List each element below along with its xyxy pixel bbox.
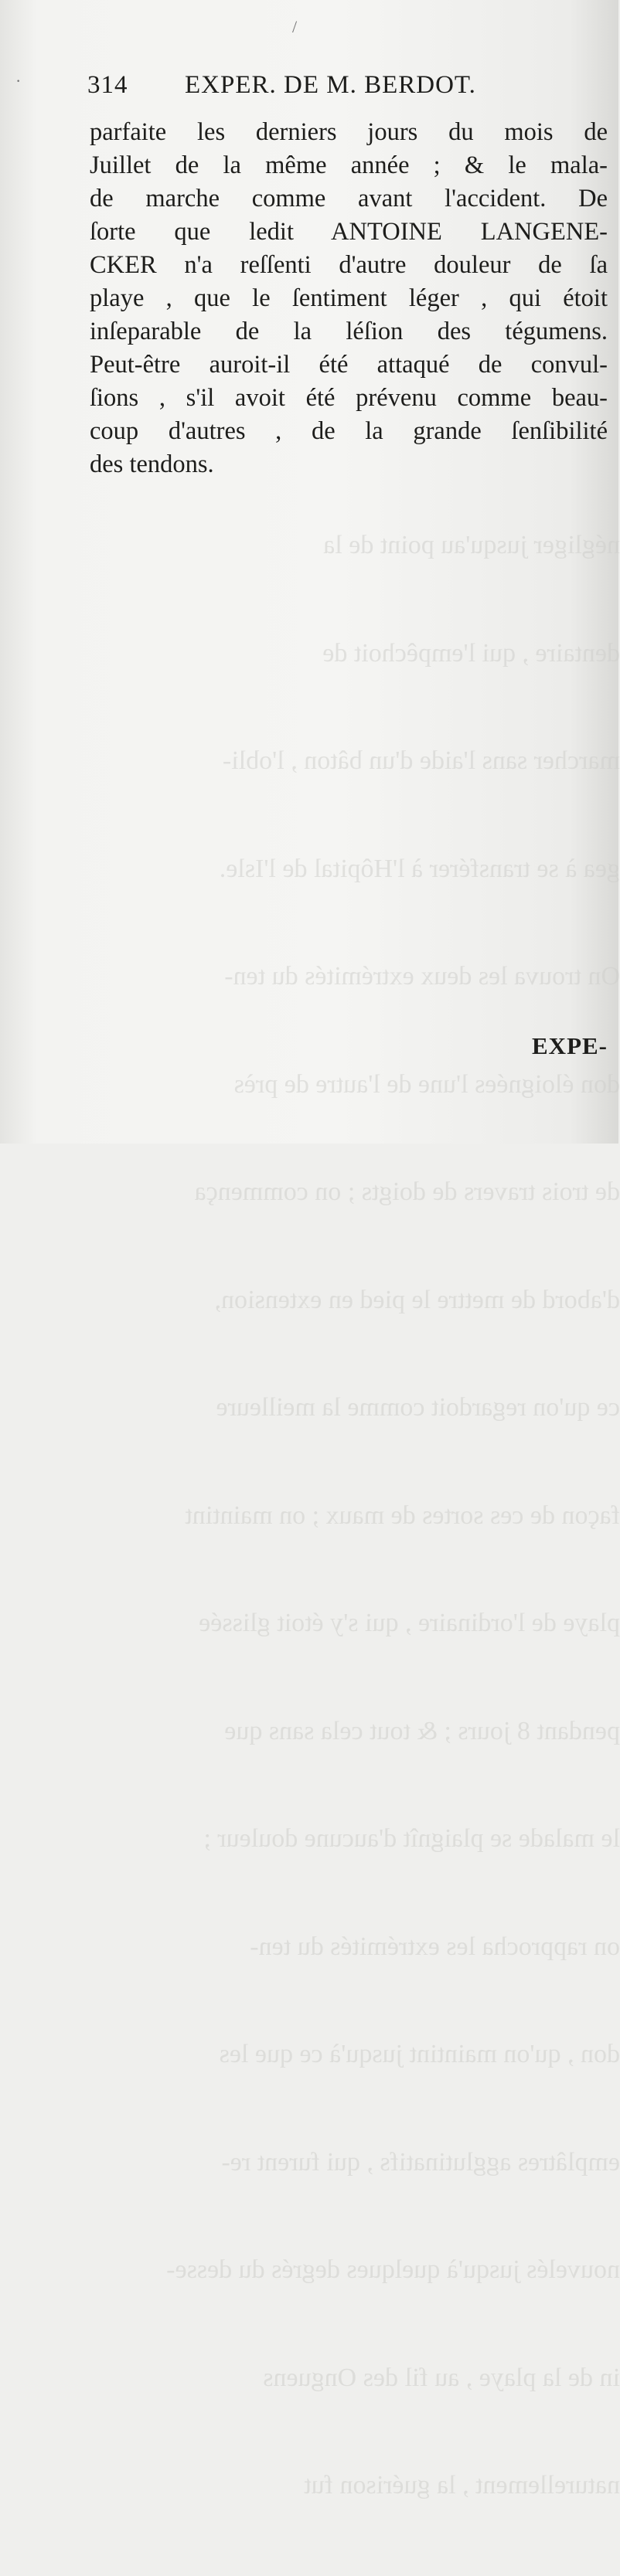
running-title: EXPER. DE M. BERDOT. [185, 71, 476, 99]
page-number: 314 [87, 71, 128, 99]
catchword: EXPE- [532, 1032, 608, 1059]
text-line: Peut-être auroit-il été attaqué de convul- [90, 351, 608, 379]
body-text [90, 116, 608, 481]
running-head [87, 71, 613, 110]
text-line: CKER n'a reſſenti d'autre douleur de ſa [90, 251, 608, 279]
text-line: parfaite les derniers jours du mois de [90, 118, 608, 146]
text-line: inſeparable de la léſion des tégumens. [90, 318, 608, 345]
text-line: coup d'autres , de la grande ſenſibilité [90, 417, 608, 445]
text-line: ſions , s'il avoit été prévenu comme beau- [90, 384, 608, 412]
text-line: de marche comme avant l'accident. De [90, 185, 608, 212]
ink-speck: · [15, 71, 22, 90]
text-line: playe , que le ſentiment léger , qui étoit [90, 284, 608, 312]
text-line: ſorte que ledit ANTOINE LANGENE- [90, 218, 608, 246]
ink-speck: / [292, 17, 298, 36]
text-line: des tendons. [90, 450, 214, 478]
show-through-text: négliger jusqu'au point de la dentaire , qui l'empêchoit de marcher sans l'aide d'un bâton , l'obli- gea à se transférer à l'Hôpital de l'Isle. On trouva les deux extrémités du ten- don éloignées l'une de l'autre de près de trois travers de doigts ; on commença d'abord de mettre le pied en extension, ce qu'on regardoit comme la meilleure façon de ces sortes de maux ; on maintint playe de l'ordinaire , qui s'y étoit glissée pendant 8 jours ; & tout cela sans que le malade se plaignît d'aucune douleur ; on rapprocha les extrémités du ten- don , qu'on maintint jusqu'à ce que les emplâtres agglutinatifs , qui furent re- nouvelés jusqu'à quelques degrés du desse- in de la playe , au fil des Onguens naturellement , la guérison fut [166, 531, 620, 2500]
text-line: Juillet de la même année ; & le mala- [90, 151, 608, 179]
